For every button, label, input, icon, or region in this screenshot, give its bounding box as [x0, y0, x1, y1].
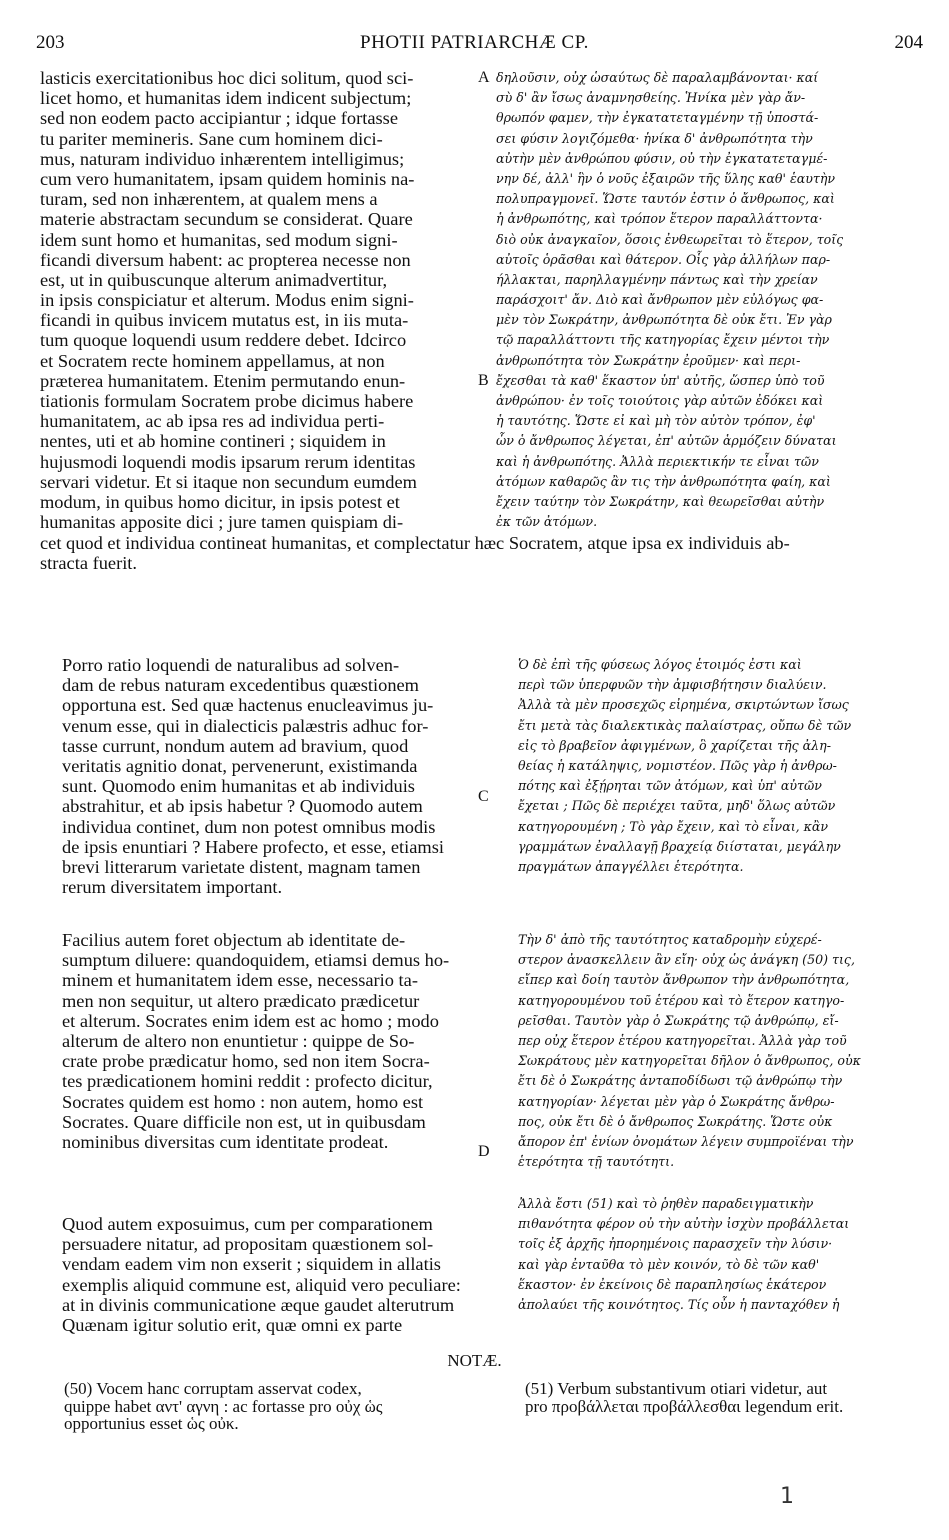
greek-column-section-2 — [518, 655, 851, 877]
note-line: (50) Vocem hanc corruptam asservat codex, — [64, 1379, 362, 1398]
latin-line: Quod autem exposuimus, cum per comparationem — [62, 1214, 433, 1234]
latin-line: mus, naturam individuo inhærentem intelligimus; — [40, 148, 405, 169]
greek-line: ἀτόμων καθαρῶς ἂν τις τὴν ἀνθρωπότητα φαίη, καὶ — [496, 473, 831, 489]
greek-line: ἀπολαύει τῆς κοινότητος. Τίς οὖν ἡ πανταχόθεν ἡ — [518, 1296, 840, 1312]
greek-line: θείας ἡ κατάληψις, νομιστέον. Πῶς γὰρ ἡ ἀνθρω- — [518, 757, 837, 773]
full-width-latin-line — [40, 533, 940, 573]
greek-line: Ἀλλὰ τὰ μὲν προσεχῶς εἰρημένα, σκιρτώντων ἴσως — [518, 697, 849, 713]
latin-line: est, ut in quibuscunque alterum animadvertitur, — [40, 269, 388, 290]
latin-line: cum vero humanitatem, ipsam quidem hominis na- — [40, 168, 415, 189]
latin-line: minem et humanitatem idem esse, necessario ta- — [62, 970, 418, 991]
latin-line: at in divinis communicatione æque gaudet alterutrum — [62, 1294, 455, 1315]
greek-line: ρεῖσθαι. Ταυτὸν γὰρ ὁ Σωκράτης τῷ ἀνθρώπῳ, εἴ- — [518, 1012, 839, 1028]
latin-line: Socrates. Quare difficile non est, ut in quibusdam — [62, 1111, 426, 1132]
greek-line: ἔτι μετὰ τὰς διαλεκτικὰς παλαίστρας, οὔπω δὲ τῶν — [518, 717, 852, 733]
greek-line: πραγμάτων ἀπαγγέλλει ἑτερότητα. — [518, 858, 744, 874]
greek-line: αὐτὴν μὲν ἀνθρώπου φύσιν, οὐ τὴν ἐγκατατεταγμέ- — [496, 150, 828, 166]
latin-line: nentes, uti et ab homine contineri ; siquidem in — [40, 431, 386, 452]
latin-line: lasticis exercitationibus hoc dici solitum, quod sci- — [40, 68, 414, 88]
latin-line: persuadere nitatur, ad propositam quæstionem sol- — [62, 1234, 434, 1255]
greek-line: Τὴν δ' ἀπὸ τῆς ταυτότητος καταδρομὴν εὐχερέ- — [518, 932, 822, 947]
greek-line: ἡ ταυτότης. Ὥστε εἰ καὶ μὴ τὸν αὐτὸν τρόπον, ἐφ' — [496, 413, 816, 429]
latin-column-section-4 — [62, 1214, 461, 1335]
latin-line: et Socratem recte hominem appellamus, at non — [40, 350, 385, 371]
greek-line: ὧν ὁ ἄνθρωπος λέγεται, ἐπ' αὐτῶν ἁρμόζειν δύναται — [496, 433, 837, 449]
greek-line: ἀνθρωπότητα τὸν Σωκράτην ἐροῦμεν· καὶ περι- — [496, 352, 801, 368]
greek-line: κατηγορουμένου τοῦ ἑτέρου καὶ τὸ ἕτερον κατηγο- — [518, 992, 845, 1008]
greek-line: σει φύσιν λογιζόμεθα· ἡνίκα δ' ἀνθρωπότητα τὴν — [496, 130, 813, 146]
greek-line: πότης καὶ ἐξῄρηται τῶν ἀτόμων, καὶ ὑπ' αὐτῶν — [518, 778, 822, 794]
greek-line: Σωκράτους μὲν κατηγορεῖται δῆλον ὁ ἄνθρωπος, οὐκ — [518, 1053, 861, 1069]
latin-line: opportuna est. Sed quæ hactenus enucleavimus ju- — [62, 695, 434, 716]
latin-line: sumptum diluere: quandoquidem, etiamsi demus ho- — [62, 950, 450, 971]
greek-line: τῷ παραλλάττοντι τῆς κατηγορίας ἔχειν μέντοι τὴν — [496, 332, 830, 348]
greek-column-section-1 — [496, 68, 843, 532]
latin-line: materie abstractam secundum se considerat. Quare — [40, 209, 413, 230]
greek-line: Ὁ δὲ ἐπὶ τῆς φύσεως λόγος ἑτοιμός ἐστι καὶ — [518, 657, 802, 672]
greek-line: περὶ τῶν ὑπερφυῶν τὴν ἀμφισβήτησιν διαλύειν. — [518, 677, 827, 693]
greek-line: μὲν τὸν Σωκράτην, ἀνθρωπότητα δὲ οὐκ ἔτι. Ἐν γὰρ — [496, 312, 832, 328]
latin-line: tu pariter memineris. Sane cum hominem dici- — [40, 128, 383, 149]
latin-line: dam de rebus naturam excedentibus quæstionem — [62, 675, 419, 696]
note-line: pro προβάλλεται προβάλλεσθαι legendum erit. — [525, 1396, 844, 1416]
greek-line: ἕκαστον· ἐν ἐκείνοις δὲ παραπλησίως ἑκάτερον — [518, 1276, 827, 1292]
latin-line: de ipsis enuntiari ? Habere profecto, et esse, etiamsi — [62, 836, 444, 857]
notes-heading: NOTÆ. — [447, 1351, 502, 1370]
note-line: (51) Verbum substantivum otiari videtur, aut — [525, 1379, 828, 1398]
greek-line: ἔχεσθαι τὰ καθ' ἕκαστον ὑπ' αὐτῆς, ὥσπερ ὑπὸ τοῦ — [496, 372, 825, 388]
greek-line: εἰς τὸ βραβεῖον ἀφιγμένων, ὃ χαρίζεται τῆς ἀλη- — [518, 737, 831, 753]
greek-line: καὶ γὰρ ἐνταῦθα τὸ μὲν κοινόν, τὸ δὲ τῶν καθ' — [518, 1256, 820, 1272]
latin-line: individua continet, dum non potest omnibus modis — [62, 816, 436, 837]
latin-line: crate probe prædicatur homo, sed non item Socra- — [62, 1051, 430, 1072]
latin-line: modum, in quibus homo dicitur, in ipsis potest et — [40, 491, 400, 512]
greek-line: Ἀλλὰ ἔστι (51) καὶ τὸ ῥηθὲν παραδειγματικὴν — [518, 1196, 814, 1211]
greek-line: παράσχοιτ' ἄν. Διὸ καὶ ἄνθρωπον μὲν εὐλόγως φα- — [496, 292, 824, 308]
latin-line: abstrahitur, et ab ipsis habetur ? Quomodo autem — [62, 796, 423, 817]
latin-line: brevi litterarum varietate distent, magnam tamen — [62, 856, 421, 877]
greek-line: κατηγορουμένη ; Τὸ γὰρ ἔχειν, καὶ τὸ εἶναι, κἂν — [518, 818, 829, 834]
latin-line: cet quod et individua contineat humanitas, et complectatur hæc Socratem, atque ipsa ex individuis ab- — [40, 533, 790, 553]
greek-line: ἔτι δὲ ὁ Σωκράτης ἀνταποδίδωσι τῷ ἀνθρώπῳ τὴν — [518, 1073, 843, 1089]
latin-line: humanitas apposite dici ; jure tamen quispiam di- — [40, 512, 404, 533]
greek-line: τοῖς ἐξ ἀρχῆς ἠπορημένοις παρασχεῖν τὴν λύσιν· — [518, 1236, 833, 1252]
latin-line: tiationis formulam Socratem probe dicimus habere — [40, 391, 414, 411]
margin-letter-b: B — [478, 372, 489, 389]
latin-line: licet homo, et humanitas idem indicent subjectum; — [40, 88, 412, 109]
greek-line: ήλλακται, παρηλλαγμένην πάντως καὶ τὴν χρείαν — [496, 271, 818, 287]
latin-line: Quænam igitur solutio erit, quæ omni ex parte — [62, 1314, 403, 1335]
greek-line: αὐτοῖς ὁρᾶσθαι καὶ θάτερον. Οἷς γὰρ ἀλλήλων παρ- — [496, 251, 831, 267]
greek-line: κατηγορίαν· λέγεται μὲν γὰρ ὁ Σωκράτης ἄνθρω- — [518, 1093, 835, 1109]
latin-line: nominibus diversitas cum identitate prodeat. — [62, 1131, 389, 1152]
latin-line: ficandi in quibus invicem mutatus est, in iis muta- — [40, 310, 409, 331]
greek-line: ἀνθρώπου· ἐν τοῖς τοιούτοις γὰρ αὐτῶν ἐδόκει καὶ — [496, 393, 824, 408]
left-page-number: 203 — [36, 32, 65, 53]
greek-line: διὸ οὐκ ἀναγκαῖον, ὅσοις ἐνθεωρεῖται τὸ ἕτερον, τοῖς — [496, 231, 844, 247]
greek-line: ἐκ τῶν ἀτόμων. — [496, 514, 598, 530]
latin-line: in ipsis conspiciatur et alterum. Modus enim signi- — [40, 290, 414, 311]
right-page-number: 204 — [894, 32, 923, 53]
note-50 — [64, 1380, 383, 1433]
greek-line: πολυπραγμονεῖ. Ὥστε ταυτόν ἐστιν ὁ ἄνθρωπος, καὶ — [496, 191, 835, 207]
greek-column-section-4 — [518, 1194, 849, 1315]
latin-line: Socrates quidem est homo : non autem, homo est — [62, 1091, 424, 1112]
greek-line: εἴπερ καὶ δοίη ταυτὸν ἄνθρωπον τὴν ἀνθρωπότητα, — [518, 972, 850, 988]
greek-line: δηλοῦσιν, οὐχ ὡσαύτως δὲ παραλαμβάνονται· καί — [496, 70, 819, 85]
greek-line: σὺ δ' ἂν ἴσως ἀναμνησθείης. Ἡνίκα μὲν γὰρ ἄν- — [496, 90, 806, 106]
latin-line: sed non eodem pacto accipiantur ; idque fortasse — [40, 108, 398, 129]
running-title: PHOTII PATRIARCHÆ CP. — [360, 32, 589, 53]
latin-line: rerum diversitatem important. — [62, 877, 283, 898]
latin-line: servari videtur. Et si itaque non secundum eumdem — [40, 471, 417, 492]
greek-line: καὶ ἡ ἀνθρωπότης. Ἀλλὰ περιεκτικήν τε εἶναι τῶν — [496, 453, 819, 469]
greek-line: νην δέ, ἀλλ' ἣν ὁ νοῦς ἐξαιρῶν τῆς ὕλης καθ' ἑαυτὴν — [496, 170, 836, 186]
latin-line: tes prædicationem homini reddit : profecto dicitur, — [62, 1071, 433, 1092]
greek-line: ἡ ἀνθρωπότης, καὶ τρόπον ἕτερον παραλλάττοντα· — [496, 211, 823, 227]
greek-line: πος, οὐκ ἔτι δὲ ὁ ἄνθρωπος Σωκράτης. Ὥστε οὐκ — [518, 1113, 833, 1129]
latin-column-section-1 — [40, 68, 417, 532]
latin-line: idem sunt homo et humanitas, sed modum signi- — [40, 229, 398, 250]
greek-line: ἔχεται ; Πῶς δὲ περιέχει ταῦτα, μηδ' ὅλως αὐτῶν — [518, 798, 836, 814]
latin-column-section-2 — [62, 655, 444, 897]
greek-line: ἑτερότητα τῇ ταυτότητι. — [518, 1154, 675, 1170]
latin-line: sunt. Quomodo enim humanitas et ab individuis — [62, 776, 415, 797]
margin-letter-c: C — [478, 788, 489, 805]
latin-line: men non sequitur, ut altero prædicato prædicetur — [62, 990, 420, 1011]
latin-column-section-3 — [62, 930, 449, 1152]
latin-line: tasse currunt, nondum autem ad bravium, quod — [62, 735, 409, 756]
latin-line: vendam eadem vim non exserit ; siquidem in allatis — [62, 1254, 441, 1275]
latin-line: tum quoque loquendi usum reddere debet. Idcirco — [40, 330, 407, 351]
note-line: opportunius esset ὡς οὐκ. — [64, 1414, 239, 1433]
latin-line: stracta fuerit. — [40, 553, 138, 574]
greek-line: γραμμάτων ἐναλλαγῇ βραχείᾳ διίσταται, μεγάλην — [518, 838, 841, 854]
latin-line: turam, sed non inhærentem, at qualem mens a — [40, 189, 378, 210]
greek-line: ἄπορον ἐπ' ἐνίων ὀνομάτων λέγειν συμπροϊέναι τὴν — [518, 1133, 854, 1149]
latin-line: et alterum. Socrates enim idem est ac homo ; modo — [62, 1010, 439, 1031]
latin-line: præterea humanitatem. Etenim permutando enun- — [40, 370, 406, 391]
margin-letter-a: A — [478, 69, 490, 86]
latin-line: venum esse, qui in dialecticis palæstris adhuc for- — [62, 715, 429, 736]
latin-line: veritatis agnitio donat, pervenerunt, existimanda — [62, 755, 418, 776]
latin-line: exemplis aliquid commune est, aliquid vero peculiare: — [62, 1274, 461, 1295]
latin-line: hujusmodi loquendi modis ipsarum rerum identitas — [40, 451, 416, 472]
greek-line: περ οὐχ ἕτερον ἑτέρου κατηγορεῖται. Ἀλλὰ γὰρ τοῦ — [518, 1032, 847, 1048]
latin-line: ficandi diversum habent: ac propterea necesse non — [40, 249, 411, 270]
latin-line: humanitatem, ac ab ipsa res ad individua perti- — [40, 411, 385, 432]
note-51 — [525, 1380, 843, 1415]
greek-column-section-3 — [518, 930, 861, 1172]
note-line: quippe habet αντ' αγνη : ac fortasse pro οὐχ ὡς — [64, 1396, 383, 1416]
latin-line: Facilius autem foret objectum ab identitate de- — [62, 930, 406, 950]
greek-line: ἔχειν ταύτην τὸν Σωκράτην, καὶ θεωρεῖσθαι αὐτὴν — [496, 493, 825, 509]
greek-line: πιθανότητα φέρον οὐ τὴν αὐτὴν ἰσχὺν προβάλλεται — [518, 1216, 850, 1232]
latin-line: Porro ratio loquendi de naturalibus ad solven- — [62, 655, 400, 675]
handwritten-page-mark: 1 — [780, 1484, 794, 1509]
margin-letter-d: D — [478, 1143, 490, 1160]
greek-line: στερον ἀνασκελλειν ἂν εἴη· οὐχ ὡς ἀνάγκη (50) τις, — [518, 952, 855, 968]
greek-line: θρωπόν φαμεν, τὴν ἐγκατατεταγμένην τῇ ὑποστά- — [496, 110, 819, 126]
running-header — [0, 32, 949, 56]
latin-line: alterum de altero non enuntietur : quippe de So- — [62, 1030, 415, 1051]
